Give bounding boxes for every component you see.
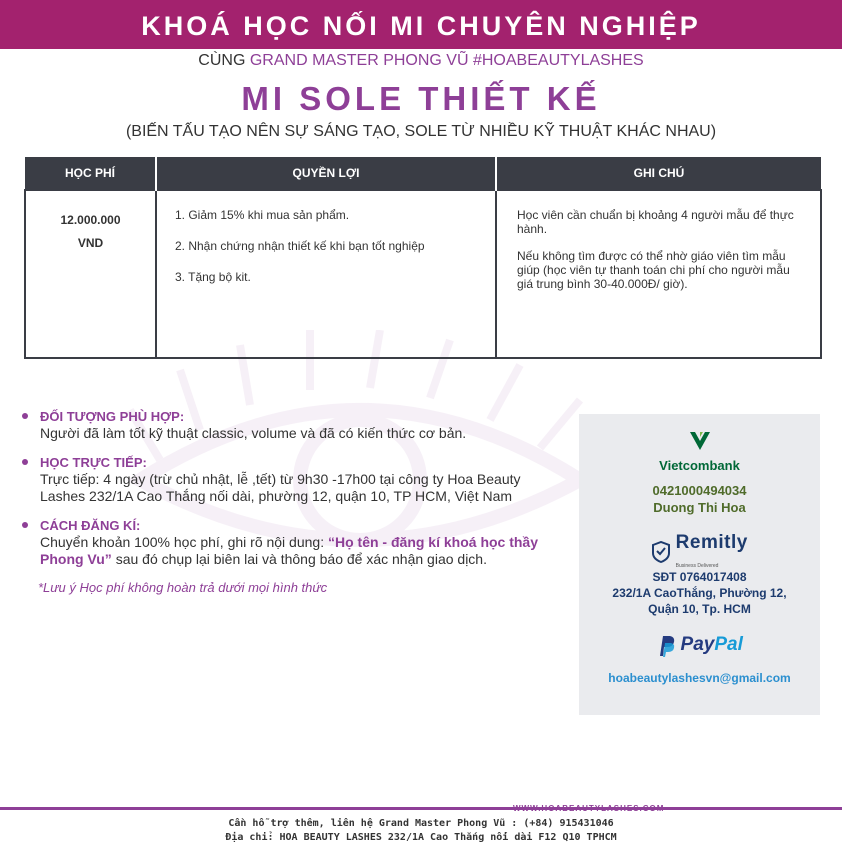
- header-notes: GHI CHÚ: [496, 157, 821, 190]
- register-text-2: sau đó chụp lại biên lai và thông báo để xác nhận giao dịch.: [111, 551, 487, 567]
- table-row: [25, 190, 821, 358]
- note-item: Học viên cần chuẩn bị khoảng 4 người mẫu để thực hành.: [517, 208, 794, 236]
- payment-panel: [579, 414, 820, 715]
- benefit-item: 3. Tặng bộ kit.: [175, 270, 251, 284]
- subtitle-accent: GRAND MASTER PHONG VŨ #HOABEAUTYLASHES: [249, 52, 644, 69]
- footer-address: Địa chỉ: HOA BEAUTY LASHES 232/1A Cao Thắng nối dài F12 Q10 TPHCM: [225, 832, 617, 843]
- page-title: KHOÁ HỌC NỐI MI CHUYÊN NGHIỆP: [141, 11, 701, 41]
- info-target: [22, 408, 562, 442]
- remitly-logo: [579, 532, 820, 569]
- benefit-item: 1. Giảm 15% khi mua sản phẩm.: [175, 208, 350, 222]
- paypal-pal: Pal: [714, 634, 743, 656]
- page-header-bar: [0, 0, 842, 49]
- subtitle: [0, 52, 842, 70]
- price-currency: VND: [77, 236, 104, 250]
- benefit-item: 2. Nhận chứng nhận thiết kế khi bạn tốt nghiệp: [175, 239, 425, 253]
- benefits-cell: [156, 190, 496, 358]
- info-direct: [22, 454, 562, 505]
- paypal-wordmark: [681, 634, 743, 655]
- footer-contact: Cần hỗ trợ thêm, liên hệ Grand Master Phong Vũ : (+84) 915431046: [228, 818, 614, 829]
- table-header-row: [25, 157, 821, 190]
- account-name: Duong Thi Hoa: [653, 500, 746, 515]
- header-benefits: QUYỀN LỢI: [156, 157, 496, 190]
- register-heading: CÁCH ĐĂNG KÍ:: [40, 518, 141, 533]
- course-description: (BIẾN TẤU TẠO NÊN SỰ SÁNG TẠO, SOLE TỪ NHIỀU KỸ THUẬT KHÁC NHAU): [125, 123, 717, 140]
- course-info: [22, 408, 562, 595]
- remitly-icon: [651, 541, 671, 563]
- phone-number: SĐT 0764017408: [652, 570, 747, 584]
- account-number: 0421000494034: [652, 483, 747, 498]
- remitly-name: Remitly: [675, 532, 748, 553]
- notes-cell: [496, 190, 821, 358]
- refund-disclaimer: *Lưu ý Học phí không hoàn trả dưới mọi hình thức: [38, 580, 328, 595]
- info-register: [22, 517, 562, 568]
- header-fee: HỌC PHÍ: [25, 157, 156, 190]
- footer-divider: [0, 807, 842, 810]
- register-quote: “Họ tên - đăng kí khoá học thầy Phong Vu”: [40, 534, 539, 567]
- paypal-logo: [579, 634, 820, 658]
- register-text-1: Chuyển khoản 100% học phí, ghi rõ nội dung:: [40, 534, 328, 550]
- vietcombank-logo: [579, 430, 820, 473]
- subtitle-prefix: CÙNG: [198, 52, 250, 69]
- price-amount: 12.000.000: [60, 213, 121, 227]
- paypal-pay: Pay: [680, 634, 715, 656]
- bank-account: [579, 482, 820, 516]
- target-heading: ĐỐI TƯỢNG PHÙ HỢP:: [40, 409, 185, 424]
- remitly-tagline: Business Delivered: [675, 563, 719, 569]
- note-item: Nếu không tìm được có thể nhờ giáo viên tìm mẫu giúp (học viên tự thanh toán chi phí cho người mẫu giá trung bình 30-40.000Đ/ giờ).: [517, 249, 790, 291]
- vietcombank-icon: [688, 430, 712, 452]
- fee-table: [24, 157, 822, 359]
- paypal-icon: [656, 634, 676, 658]
- contact-email[interactable]: hoabeautylashesvn@gmail.com: [608, 671, 791, 685]
- course-title: MI SOLE THIẾT KẾ: [241, 80, 601, 117]
- remitly-info: [579, 569, 820, 617]
- bank-name: Vietcombank: [659, 458, 740, 473]
- register-text: [40, 534, 562, 568]
- direct-heading: HỌC TRỰC TIẾP:: [40, 455, 147, 470]
- target-text: Người đã làm tốt kỹ thuật classic, volume và đã có kiến thức cơ bản.: [40, 425, 467, 441]
- direct-text: Trực tiếp: 4 ngày (trừ chủ nhật, lễ ,tết) từ 9h30 -17h00 tại công ty Hoa Beauty Lashes 232/1A Cao Thắng nối dài, phường 12, quận 10, TP HCM, Việt Nam: [40, 471, 521, 504]
- address-line-2: Quận 10, Tp. HCM: [648, 602, 751, 616]
- price-cell: [25, 190, 156, 358]
- address-line-1: 232/1A CaoThắng, Phường 12,: [612, 586, 787, 600]
